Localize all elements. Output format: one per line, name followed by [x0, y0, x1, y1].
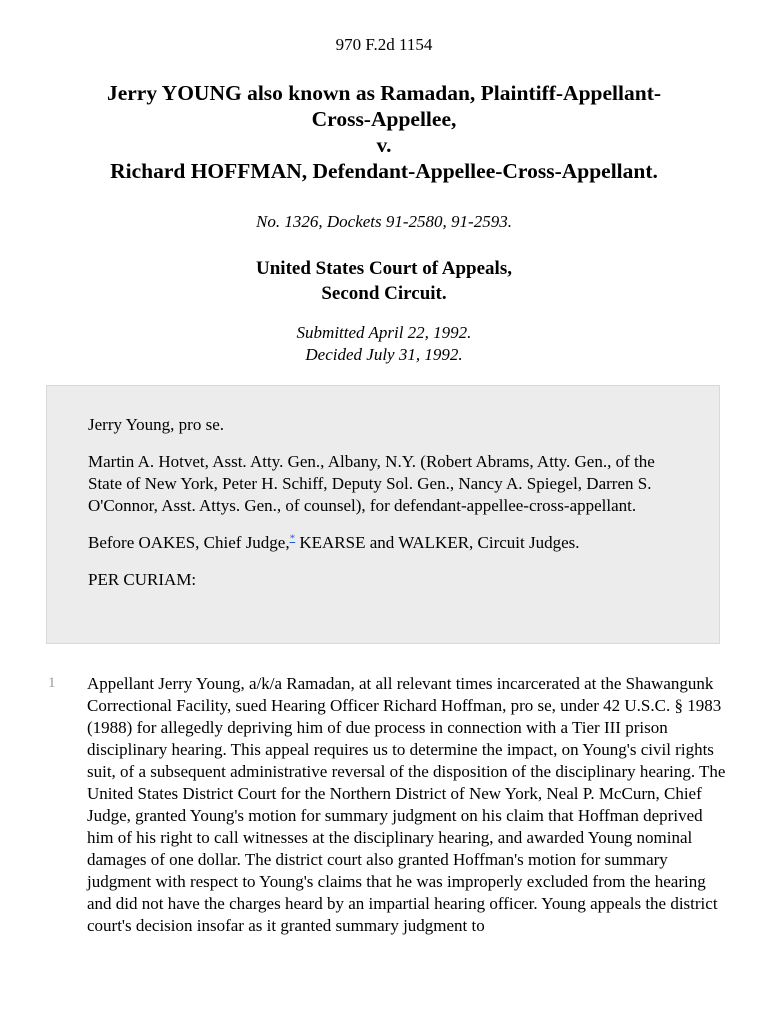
- case-title-line-4: Richard HOFFMAN, Defendant-Appellee-Cross-Appellant.: [110, 159, 658, 183]
- bench-line: [88, 532, 679, 554]
- plaintiff-counsel: Jerry Young, pro se.: [88, 415, 224, 434]
- per-curiam-label: PER CURIAM:: [88, 570, 197, 589]
- case-title-line-1: Jerry YOUNG also known as Ramadan, Plaintiff-Appellant-: [106, 81, 662, 105]
- submitted-date: Submitted April 22, 1992.: [296, 323, 472, 342]
- court-name-line-1: United States Court of Appeals,: [256, 258, 512, 279]
- footnote-link[interactable]: *: [289, 532, 296, 545]
- paragraph-number: 1: [48, 675, 56, 691]
- case-citation: 970 F.2d 1154: [335, 35, 433, 54]
- case-title-line-2: Cross-Appellee,: [311, 107, 457, 131]
- court-name-line-2: Second Circuit.: [321, 283, 447, 304]
- bench-text-after: KEARSE and WALKER, Circuit Judges.: [295, 533, 580, 552]
- counsel-box: [46, 385, 720, 644]
- decided-date: Decided July 31, 1992.: [305, 345, 463, 364]
- court-name: [0, 256, 768, 306]
- paragraph-text: Appellant Jerry Young, a/k/a Ramadan, at all relevant times incarcerated at the Shawangunk Correctional Facility, sued Hearing Officer Richard Hoffman, pro se, under 42 U.S.C. § 1983 (1988) for allegedly depriving him of due process in connection with a Tier III prison disciplinary hearing. This appeal requires us to determine the impact, on Young's civil rights suit, of a subsequent administrative reversal of the disposition of the disciplinary hearing. The United States District Court for the Northern District of New York, Neal P. McCurn, Chief Judge, granted Young's motion for summary judgment on his claim that Hoffman deprived him of his right to call witnesses at the disciplinary hearing, and awarded Young nominal damages of one dollar. The district court also granted Hoffman's motion for summary judgment with respect to Young's claims that he was improperly excluded from the hearing and did not have the charges heard by an impartial hearing officer. Young appeals the district court's decision insofar as it granted summary judgment to: [87, 674, 726, 935]
- case-title: [40, 80, 728, 184]
- bench-text-before: Before OAKES, Chief Judge,: [88, 533, 290, 552]
- docket-number: No. 1326, Dockets 91-2580, 91-2593.: [256, 212, 512, 231]
- defendant-counsel: Martin A. Hotvet, Asst. Atty. Gen., Albany, N.Y. (Robert Abrams, Atty. Gen., of the State of New York, Peter H. Schiff, Deputy Sol. Gen., Nancy A. Spiegel, Darren S. O'Connor, Asst. Attys. Gen., of counsel), for defendant-appellee-cross-appellant.: [88, 452, 655, 515]
- case-title-versus: v.: [376, 133, 392, 157]
- case-dates: [0, 322, 768, 366]
